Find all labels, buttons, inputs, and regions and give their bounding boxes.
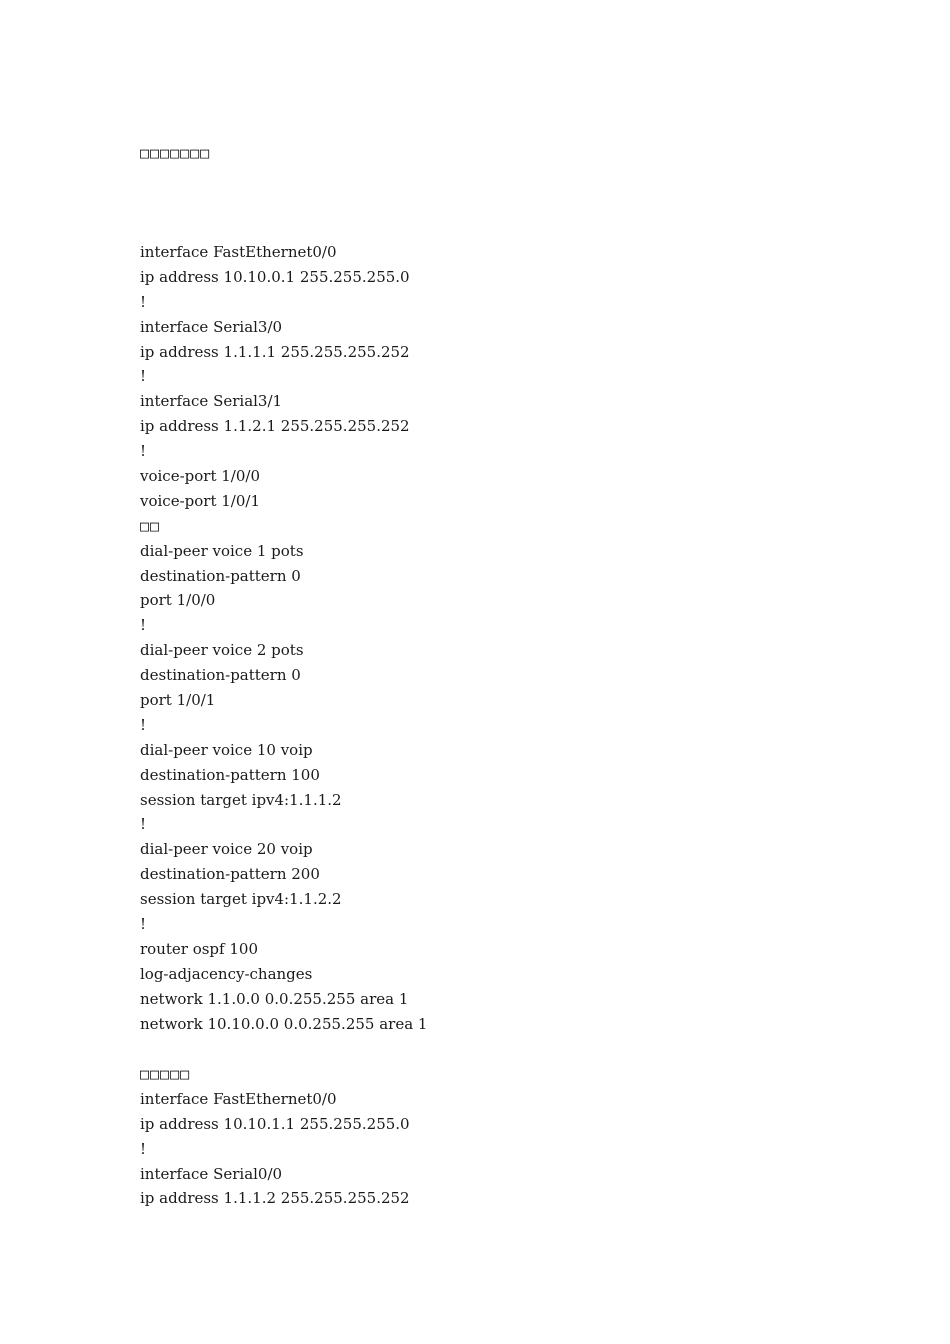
config-line: destination-pattern 0 bbox=[140, 666, 301, 685]
config-line: ! bbox=[140, 815, 147, 834]
config-line: destination-pattern 0 bbox=[140, 566, 301, 585]
config-line: dial-peer voice 1 pots bbox=[140, 541, 304, 560]
config-line: interface FastEthernet0/0 bbox=[140, 243, 337, 261]
config-line: destination-pattern 200 bbox=[140, 865, 320, 884]
config-line: dial-peer voice 20 voip bbox=[140, 840, 313, 859]
config-line: network 1.1.0.0 0.0.255.255 area 1 bbox=[140, 989, 409, 1008]
config-line: port 1/0/0 bbox=[140, 591, 216, 610]
config-line: ! bbox=[140, 915, 147, 934]
router-config-block-2 bbox=[140, 1062, 410, 1211]
config-line: port 1/0/1 bbox=[140, 691, 216, 710]
config-line: voice-port 1/0/0 bbox=[140, 467, 260, 486]
config-line: interface Serial3/0 bbox=[140, 317, 283, 336]
section-heading: □□□□□ bbox=[140, 1065, 191, 1083]
config-line: dial-peer voice 10 voip bbox=[140, 740, 313, 759]
config-line: ip address 10.10.1.1 255.255.255.0 bbox=[140, 1114, 410, 1133]
config-line: session target ipv4:1.1.1.2 bbox=[140, 790, 342, 809]
config-line: ip address 1.1.1.1 255.255.255.252 bbox=[140, 342, 410, 361]
config-line: ip address 1.1.2.1 255.255.255.252 bbox=[140, 417, 410, 436]
config-line: destination-pattern 100 bbox=[140, 765, 320, 784]
config-line: ! bbox=[140, 367, 147, 386]
config-line: ip address 1.1.1.2 255.255.255.252 bbox=[140, 1189, 410, 1208]
config-line: □□ bbox=[140, 516, 161, 535]
config-line: interface Serial3/1 bbox=[140, 392, 283, 411]
config-line: log-adjacency-changes bbox=[140, 964, 313, 983]
config-line: ! bbox=[140, 442, 147, 461]
config-line: dial-peer voice 2 pots bbox=[140, 641, 304, 660]
config-line: interface Serial0/0 bbox=[140, 1164, 283, 1183]
config-line: ! bbox=[140, 715, 147, 734]
config-line: session target ipv4:1.1.2.2 bbox=[140, 890, 342, 909]
config-line: interface FastEthernet0/0 bbox=[140, 1089, 337, 1108]
router-config-block-1 bbox=[140, 240, 427, 1037]
document-title: □□□□□□□ bbox=[140, 144, 211, 162]
config-line: network 10.10.0.0 0.0.255.255 area 1 bbox=[140, 1014, 428, 1033]
config-line: ! bbox=[140, 1139, 147, 1158]
config-line: ip address 10.10.0.1 255.255.255.0 bbox=[140, 267, 410, 286]
config-line: ! bbox=[140, 292, 147, 311]
config-line: voice-port 1/0/1 bbox=[140, 491, 260, 510]
config-line: ! bbox=[140, 616, 147, 635]
config-line: router ospf 100 bbox=[140, 939, 258, 958]
